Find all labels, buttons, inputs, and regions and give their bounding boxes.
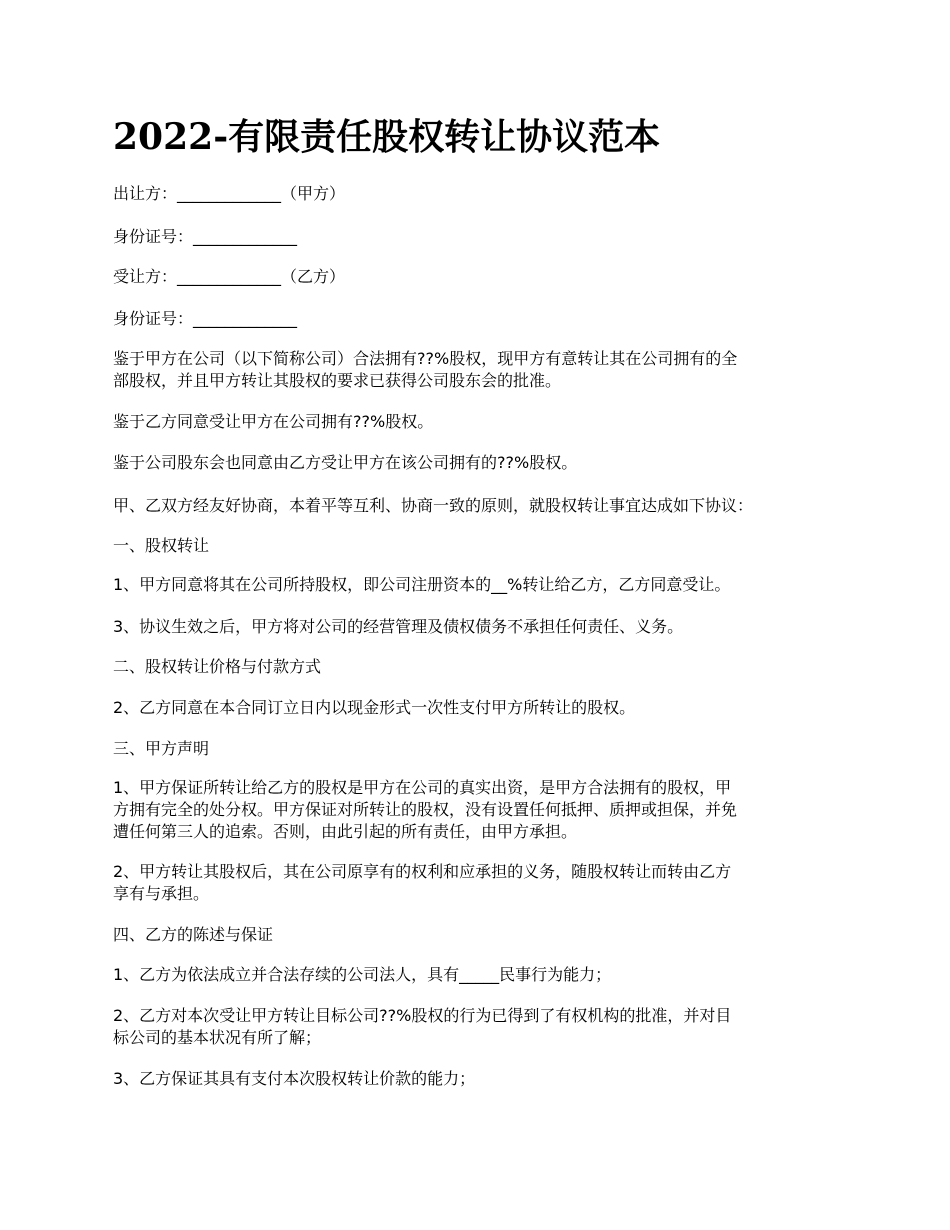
section-3-item-1 <box>113 777 848 843</box>
section-3-heading: 三、甲方声明 <box>113 739 210 758</box>
recital-1-line-1: 鉴于甲方在公司（以下简称公司）合法拥有??%股权，现甲方有意转让其在公司拥有的全 <box>113 349 738 368</box>
section-3-item-1-line-3: 遭任何第三人的追索。否则，由此引起的所有责任，由甲方承担。 <box>113 822 578 841</box>
section-4-item-3: 3、乙方保证其具有支付本次股权转让价款的能力； <box>113 1069 476 1088</box>
transferee-suffix: （乙方） <box>281 267 346 286</box>
section-1-heading: 一、股权转让 <box>113 536 210 555</box>
id-number-blank-2: _____________ <box>193 309 298 328</box>
transferor-field <box>113 183 848 205</box>
id-number-label-2: 身份证号： <box>113 309 194 328</box>
transferee-blank: _____________ <box>177 267 282 286</box>
transferee-label: 受让方： <box>113 267 178 286</box>
section-3-item-1-line-1: 1、甲方保证所转让给乙方的股权是甲方在公司的真实出资，是甲方合法拥有的股权，甲 <box>113 778 732 797</box>
section-3-item-2-line-2: 享有与承担。 <box>113 884 210 903</box>
section-4-item-2 <box>113 1005 848 1049</box>
id-number-label-1: 身份证号： <box>113 227 194 246</box>
transferee-field <box>113 266 848 288</box>
id-number-field-2 <box>113 308 848 330</box>
recital-paragraph-3: 鉴于公司股东会也同意由乙方受让甲方在该公司拥有的??%股权。 <box>113 453 578 472</box>
section-2-heading: 二、股权转让价格与付款方式 <box>113 657 322 676</box>
recital-1-line-2: 部股权，并且甲方转让其股权的要求已获得公司股东会的批准。 <box>113 371 562 390</box>
recital-paragraph-4: 甲、乙双方经友好协商，本着平等互利、协商一致的原则，就股权转让事宜达成如下协议： <box>113 496 754 515</box>
section-4-item-2-line-1: 2、乙方对本次受让甲方转让目标公司??%股权的行为已得到了有权机构的批准，并对目 <box>113 1006 732 1025</box>
section-3-item-1-line-2: 方拥有完全的处分权。甲方保证对所转让的股权，没有设置任何抵押、质押或担保，并免 <box>113 800 738 819</box>
section-2-item-2: 2、乙方同意在本合同订立日内以现金形式一次性支付甲方所转让的股权。 <box>113 698 636 717</box>
section-3-item-2-line-1: 2、甲方转让其股权后，其在公司原享有的权利和应承担的义务，随股权转让而转由乙方 <box>113 862 732 881</box>
id-number-blank-1: _____________ <box>193 227 298 246</box>
section-4-item-1: 1、乙方为依法成立并合法存续的公司法人，具有_____民事行为能力； <box>113 965 612 984</box>
recital-paragraph-1 <box>113 348 848 392</box>
document-title: 2022-有限责任股权转让协议范本 <box>113 116 661 158</box>
transferor-suffix: （甲方） <box>281 184 346 203</box>
transferor-blank: _____________ <box>177 184 282 203</box>
recital-paragraph-2: 鉴于乙方同意受让甲方在公司拥有??%股权。 <box>113 412 434 431</box>
section-1-item-3: 3、协议生效之后，甲方将对公司的经营管理及债权债务不承担任何责任、义务。 <box>113 617 684 636</box>
id-number-field-1 <box>113 226 848 248</box>
transferor-label: 出让方： <box>113 184 178 203</box>
section-3-item-2 <box>113 861 848 905</box>
section-1-item-1: 1、甲方同意将其在公司所持股权，即公司注册资本的__%转让给乙方，乙方同意受让。 <box>113 575 731 594</box>
section-4-heading: 四、乙方的陈述与保证 <box>113 925 274 944</box>
section-4-item-2-line-2: 标公司的基本状况有所了解； <box>113 1028 322 1047</box>
